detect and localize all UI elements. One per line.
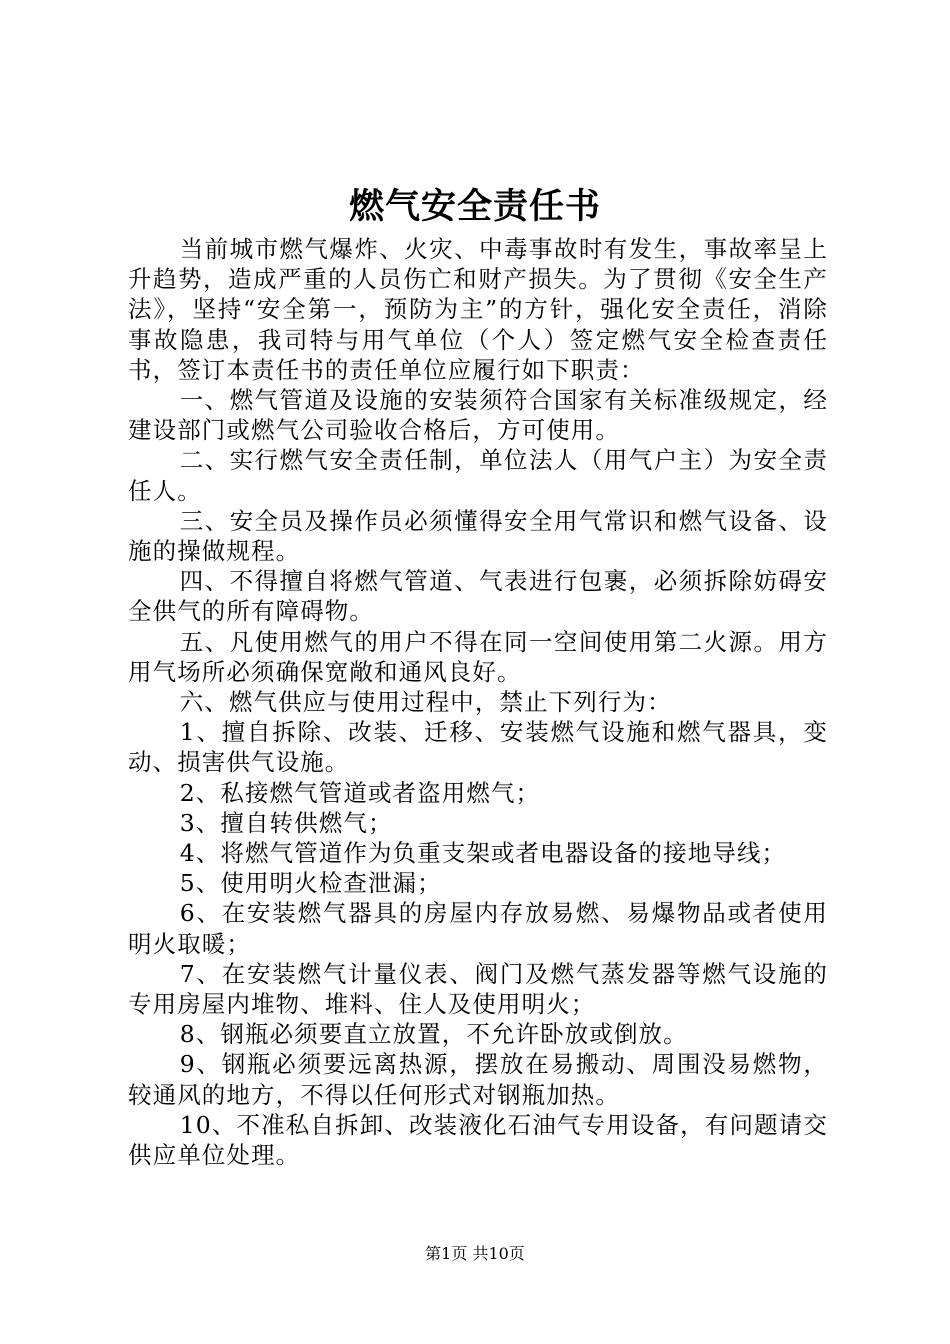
paragraph-clause-4: 四、不得擅自将燃气管道、气表进行包裹，必须拆除妨碍安全供气的所有障碍物。 [128, 567, 828, 626]
paragraph-clause-3: 三、安全员及操作员必须懂得安全用气常识和燃气设备、设施的操做规程。 [128, 506, 828, 566]
prohibited-item-1: 1、擅自拆除、改装、迁移、安装燃气设施和燃气器具，变动、损害供气设施。 [128, 718, 828, 777]
prohibited-item-9: 9、钢瓶必须要远离热源，摆放在易搬动、周围没易燃物，较通风的地方，不得以任何形式对钢瓶加热。 [128, 1050, 828, 1109]
prohibited-item-6: 6、在安装燃气器具的房屋内存放易燃、易爆物品或者使用明火取暖； [128, 899, 828, 958]
prohibited-item-4: 4、将燃气管道作为负重支架或者电器设备的接地导线； [179, 839, 787, 868]
prohibited-item-7: 7、在安装燃气计量仪表、阀门及燃气蒸发器等燃气设施的专用房屋内堆物、堆料、住人及使用明火； [128, 959, 828, 1019]
document-title: 燃气安全责任书 [348, 186, 601, 227]
document-body [128, 234, 828, 1170]
paragraph-clause-2: 二、实行燃气安全责任制，单位法人（用气户主）为安全责任人。 [128, 446, 828, 505]
paragraph-clause-5: 五、凡使用燃气的用户不得在同一空间使用第二火源。用方用气场所必须确保宽敞和通风良好。 [128, 627, 828, 686]
paragraph-intro: 当前城市燃气爆炸、火灾、中毒事故时有发生，事故率呈上升趋势，造成严重的人员伤亡和财产损失。为了贯彻《安全生产法》，坚持“安全第一，预防为主”的方针，强化安全责任，消除事故隐患，我司特与用气单位（个人）签定燃气安全检查责任书，签订本责任书的责任单位应履行如下职责： [128, 235, 828, 384]
page-number-footer: 第1页 共10页 [425, 1244, 525, 1263]
paragraph-clause-6: 六、燃气供应与使用过程中，禁止下列行为： [179, 688, 672, 717]
prohibited-item-10: 10、不准私自拆卸、改装液化石油气专用设备，有问题请交供应单位处理。 [128, 1110, 828, 1170]
paragraph-clause-1: 一、燃气管道及设施的安装须符合国家有关标准级规定，经建设部门或燃气公司验收合格后，方可使用。 [128, 386, 828, 445]
prohibited-item-2: 2、私接燃气管道或者盗用燃气； [179, 778, 541, 807]
prohibited-item-8: 8、钢瓶必须要直立放置，不允许卧放或倒放。 [179, 1020, 688, 1049]
prohibited-item-3: 3、擅自转供燃气； [179, 808, 393, 837]
prohibited-item-5: 5、使用明火检查泄漏； [179, 869, 442, 898]
